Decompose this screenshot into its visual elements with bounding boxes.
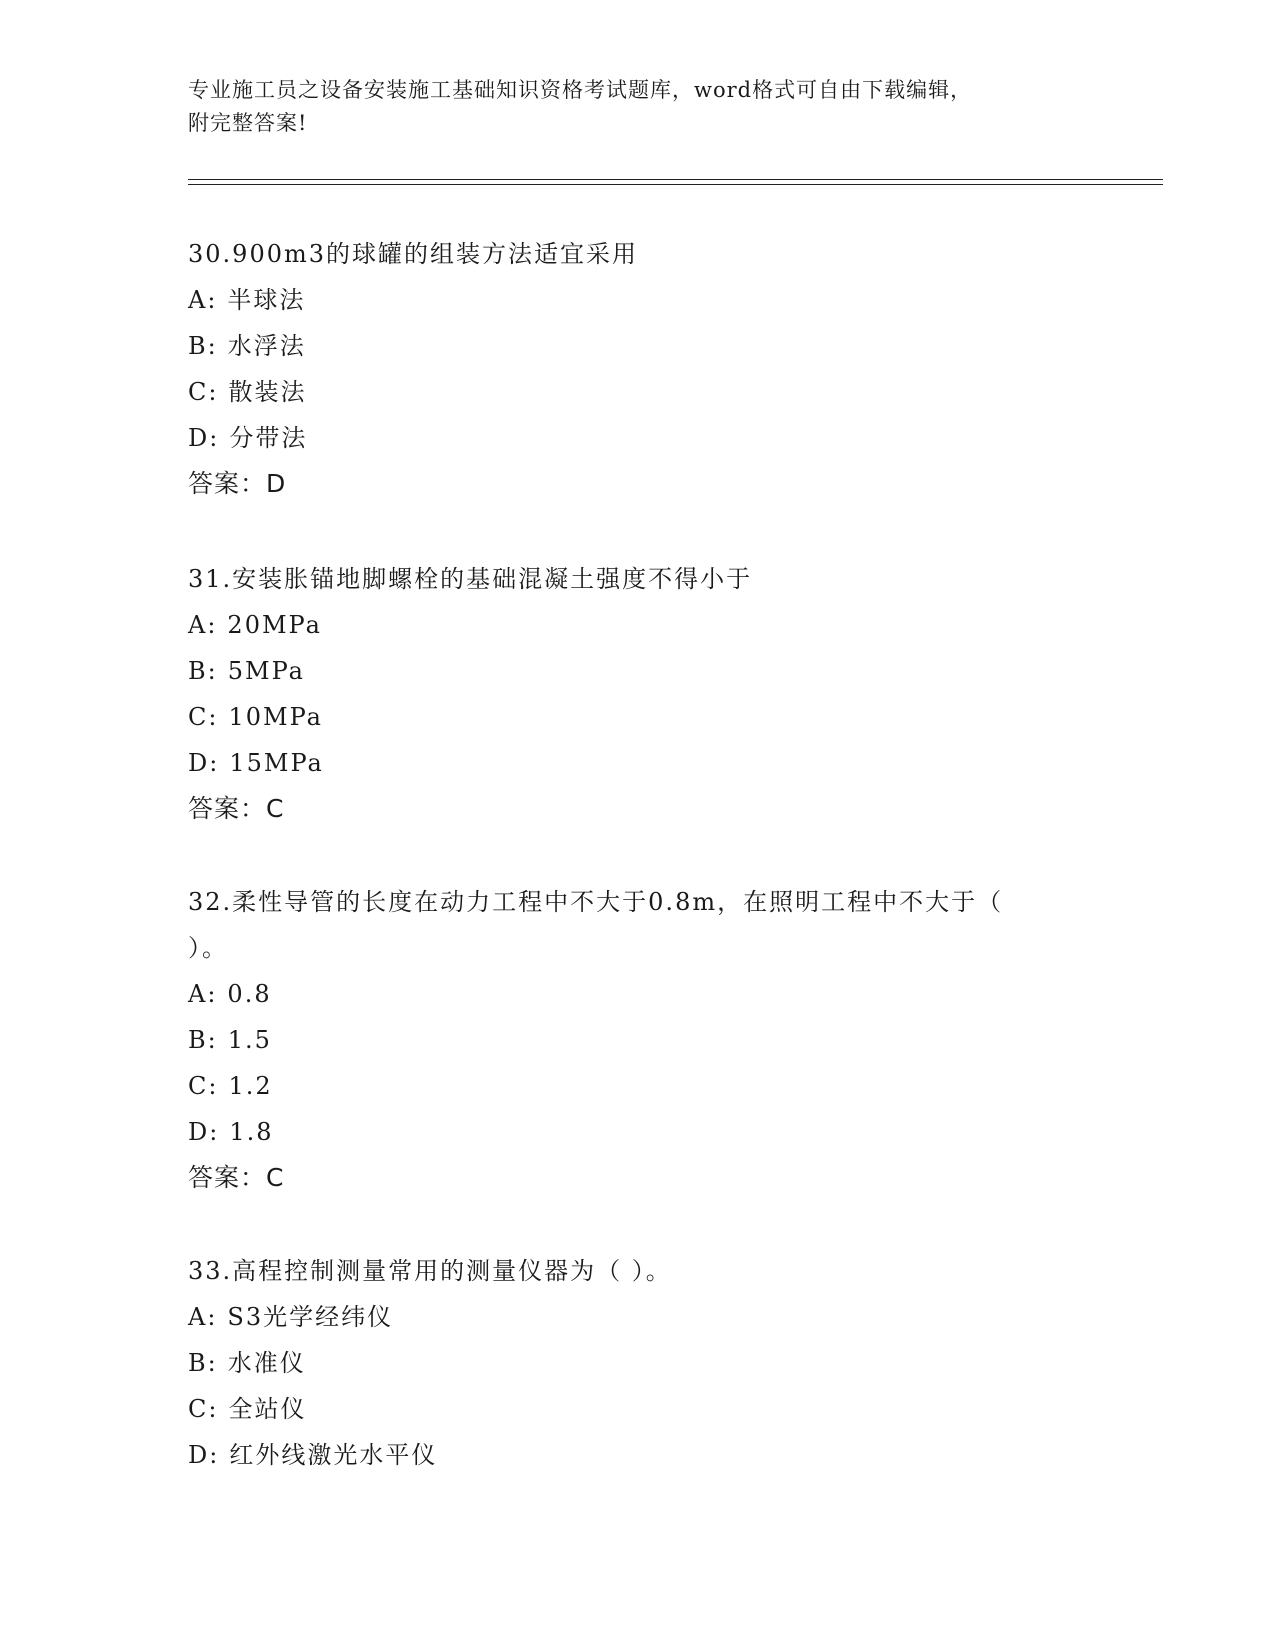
option-text: 全站仪 <box>228 1395 307 1423</box>
option-d <box>188 740 1088 786</box>
answer: 答案：D <box>188 469 287 498</box>
header-line-2: 附完整答案! <box>188 111 308 135</box>
question-32 <box>188 879 1088 1201</box>
question-33 <box>188 1248 1088 1478</box>
question-30 <box>188 231 1088 507</box>
option-label: C: <box>188 1395 219 1423</box>
question-stem-line-1: 32.柔性导管的长度在动力工程中不大于0.8m，在照明工程中不大于（ <box>188 888 1004 916</box>
option-label: B: <box>188 657 218 685</box>
option-text: 5MPa <box>227 657 305 685</box>
header-divider-top <box>188 179 1163 180</box>
question-stem: 30.900m3的球罐的组装方法适宜采用 <box>188 240 639 268</box>
option-a <box>188 277 1088 323</box>
option-label: A: <box>188 1303 218 1331</box>
question-stem: 33.高程控制测量常用的测量仪器为（ ）。 <box>188 1257 672 1285</box>
option-label: D: <box>188 1118 220 1146</box>
option-text: 10MPa <box>228 703 323 731</box>
option-c <box>188 1063 1088 1109</box>
option-text: 1.2 <box>228 1072 273 1100</box>
option-text: 15MPa <box>229 749 324 777</box>
option-c <box>188 369 1088 415</box>
option-text: S3光学经纬仪 <box>227 1303 394 1331</box>
option-a <box>188 602 1088 648</box>
option-label: B: <box>188 1026 218 1054</box>
option-label: D: <box>188 1441 220 1469</box>
option-label: B: <box>188 1349 218 1377</box>
answer: 答案：C <box>188 1163 285 1192</box>
option-text: 1.5 <box>227 1026 272 1054</box>
option-d <box>188 1109 1088 1155</box>
option-label: C: <box>188 1072 219 1100</box>
option-text: 散装法 <box>228 378 307 406</box>
option-a <box>188 1294 1088 1340</box>
option-text: 半球法 <box>227 286 306 314</box>
option-a <box>188 971 1088 1017</box>
header-divider-bottom <box>188 184 1163 185</box>
document-header <box>188 74 1088 140</box>
option-label: C: <box>188 703 219 731</box>
option-label: D: <box>188 749 220 777</box>
option-text: 水准仪 <box>227 1349 306 1377</box>
option-text: 1.8 <box>229 1118 274 1146</box>
option-d <box>188 415 1088 461</box>
option-text: 0.8 <box>227 980 272 1008</box>
option-text: 水浮法 <box>227 332 306 360</box>
option-label: B: <box>188 332 218 360</box>
answer: 答案：C <box>188 794 285 823</box>
option-c <box>188 1386 1088 1432</box>
option-text: 20MPa <box>227 611 322 639</box>
option-label: C: <box>188 378 219 406</box>
option-c <box>188 694 1088 740</box>
option-text: 分带法 <box>229 424 308 452</box>
option-b <box>188 1340 1088 1386</box>
option-label: A: <box>188 980 218 1008</box>
header-line-1: 专业施工员之设备安装施工基础知识资格考试题库，word格式可自由下载编辑， <box>188 78 973 102</box>
option-label: A: <box>188 611 218 639</box>
question-stem: 31.安装胀锚地脚螺栓的基础混凝土强度不得小于 <box>188 565 753 593</box>
option-text: 红外线激光水平仪 <box>229 1441 438 1469</box>
option-label: D: <box>188 424 220 452</box>
option-b <box>188 1017 1088 1063</box>
option-b <box>188 323 1088 369</box>
option-d <box>188 1432 1088 1478</box>
question-stem-line-2: ）。 <box>188 934 228 962</box>
option-b <box>188 648 1088 694</box>
option-label: A: <box>188 286 218 314</box>
question-31 <box>188 556 1088 832</box>
